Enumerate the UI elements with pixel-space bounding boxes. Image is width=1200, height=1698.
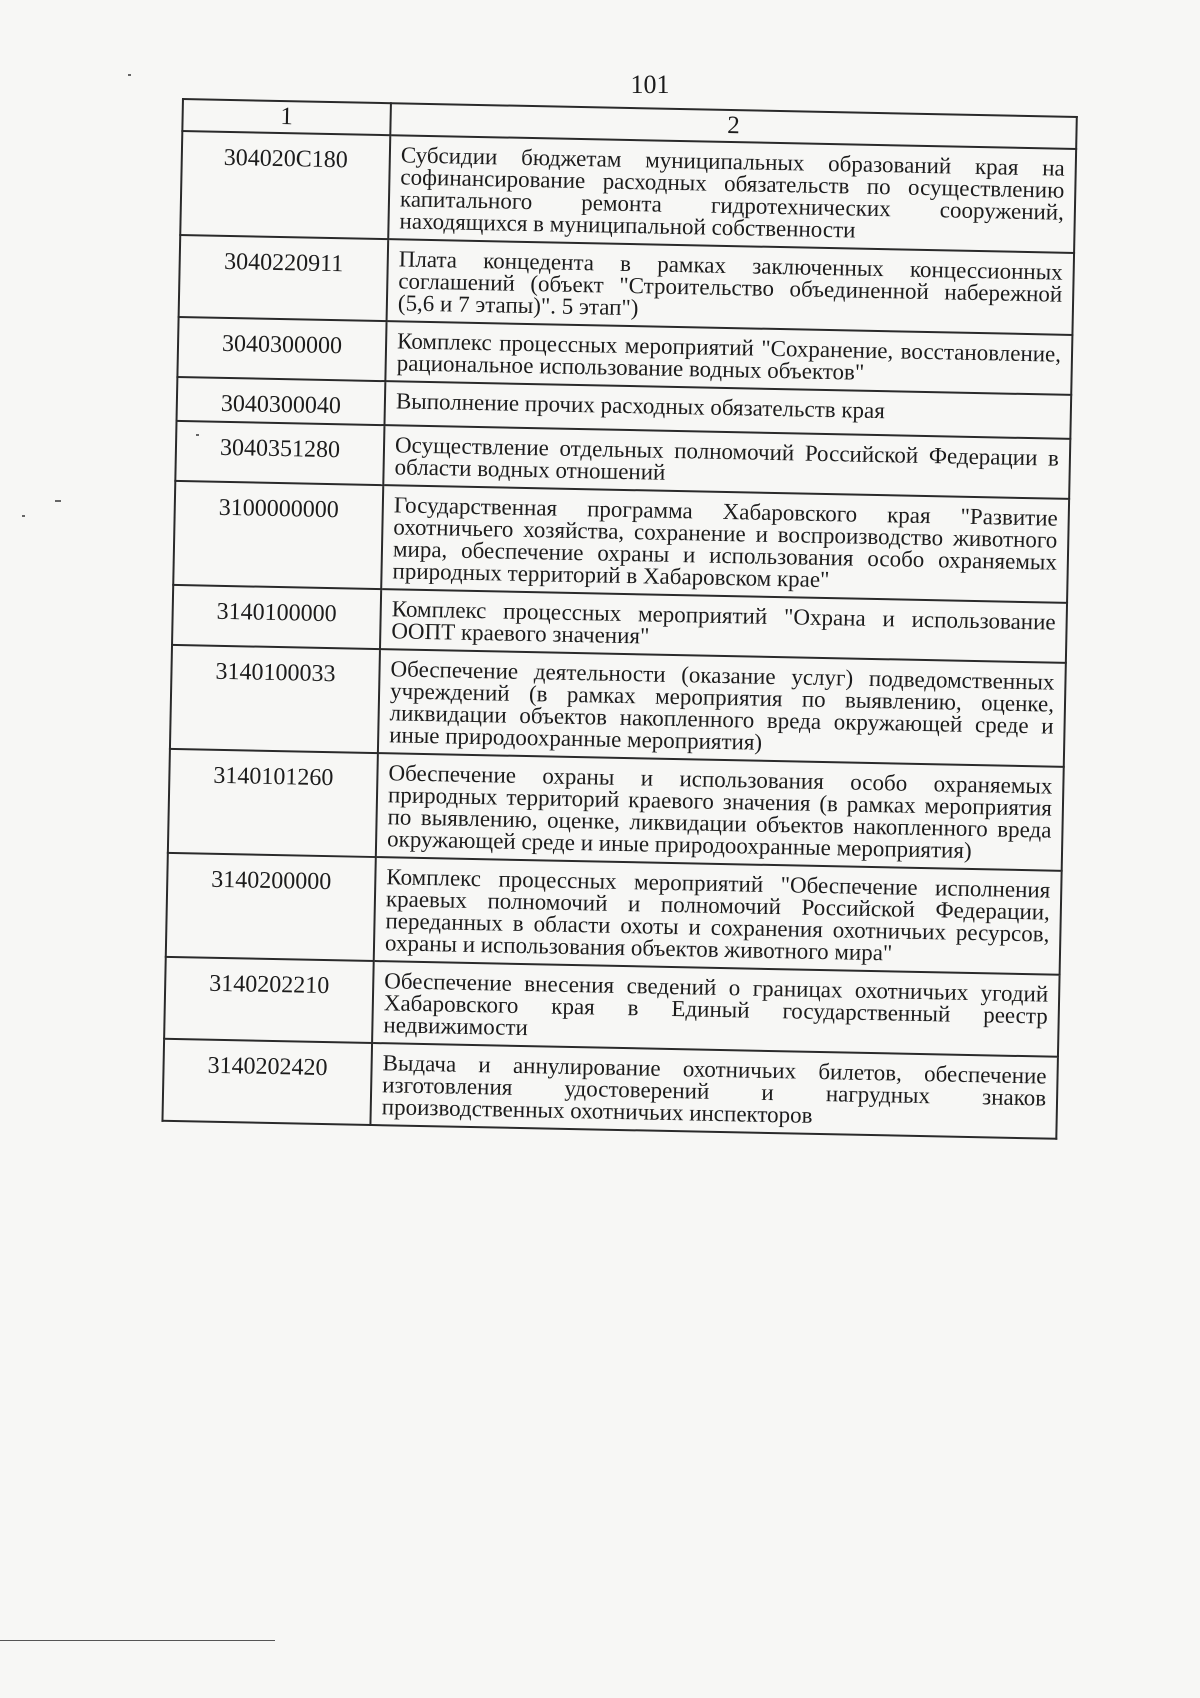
budget-code-cell: 3040351280 — [175, 421, 384, 485]
table-row — [166, 853, 1062, 975]
budget-code-cell: 3140100000 — [172, 585, 381, 649]
budget-code-cell: 3140202210 — [164, 957, 374, 1043]
scan-speck — [55, 500, 61, 502]
budget-classification-table — [161, 98, 1077, 1140]
description-cell: Обеспечение деятельности (оказание услуг) подведомственных учреждений (в рамках мероприятия по выявлению, оценке, ликвидации объектов накопленного вреда окружающей среде и иные природоохранные мероприятия) — [378, 649, 1066, 767]
table-body — [162, 99, 1076, 1139]
column-header-2: 2 — [390, 103, 1077, 149]
budget-code-cell: 3140202420 — [162, 1039, 372, 1125]
description-cell: Плата концедента в рамках заключенных концессионных соглашений (объект "Строительство объединенной набережной (5,6 и 7 этапы)". 5 этап") — [387, 239, 1075, 335]
budget-code-cell: 3140200000 — [166, 853, 376, 961]
scan-speck — [196, 434, 199, 436]
budget-code-cell: 3040300040 — [177, 377, 386, 425]
description-cell: Комплекс процессных мероприятий "Сохранение, восстановление, рациональное использование водных объектов" — [385, 321, 1072, 395]
description-cell: Осуществление отдельных полномочий Российской Федерации в области водных отношений — [383, 425, 1070, 499]
budget-code-cell: 304020С180 — [180, 131, 390, 239]
table-row — [170, 645, 1066, 767]
description-cell: Обеспечение внесения сведений о границах охотничьих угодий Хабаровского края в Единый государственный реестр недвижимости — [372, 961, 1060, 1057]
column-header-1: 1 — [182, 99, 391, 135]
budget-code-cell: 3140100033 — [170, 645, 380, 753]
description-cell: Государственная программа Хабаровского края "Развитие охотничьего хозяйства, сохранение и воспроизводство животного мира, обеспечение охраны и использования особо охраняемых природных территорий в Хабаровском крае" — [381, 485, 1069, 603]
scan-speck — [22, 515, 25, 517]
table-row — [162, 1039, 1057, 1139]
budget-code-cell: 3040220911 — [179, 235, 389, 321]
description-cell: Выполнение прочих расходных обязательств края — [384, 381, 1071, 439]
budget-code-cell: 3140101260 — [168, 749, 378, 857]
description-cell: Комплекс процессных мероприятий "Охрана и использование ООПТ краевого значения" — [380, 589, 1067, 663]
table-row — [173, 481, 1069, 603]
budget-code-cell: 3100000000 — [173, 481, 383, 589]
description-cell: Выдача и аннулирование охотничьих билетов, обеспечение изготовления удостоверений и нагрудных знаков производственных охотничьих инспекторов — [370, 1043, 1058, 1139]
page-number: 101 — [630, 70, 670, 99]
table-row — [168, 749, 1064, 871]
footnote-separator-line — [0, 1640, 275, 1641]
table-row — [180, 131, 1076, 253]
budget-classification-table-container — [161, 98, 1077, 1140]
description-cell: Обеспечение охраны и использования особо охраняемых природных территорий краевого значения (в рамках мероприятия по выявлению, оценке, ликвидации объектов накопленного вреда окружающей среде и иные природоохранные мероприятия) — [376, 753, 1064, 871]
description-cell: Субсидии бюджетам муниципальных образований края на софинансирование расходных обязательств по осуществлению капитального ремонта гидротехнических сооружений, находящихся в муниципальной собственности — [388, 135, 1076, 253]
scan-speck — [128, 74, 131, 76]
budget-code-cell: 3040300000 — [177, 317, 386, 381]
description-cell: Комплекс процессных мероприятий "Обеспечение исполнения краевых полномочий и полномочий Российской Федерации, переданных в области охоты и сохранения охотничьих ресурсов, охраны и использования объектов животного мира" — [374, 857, 1062, 975]
